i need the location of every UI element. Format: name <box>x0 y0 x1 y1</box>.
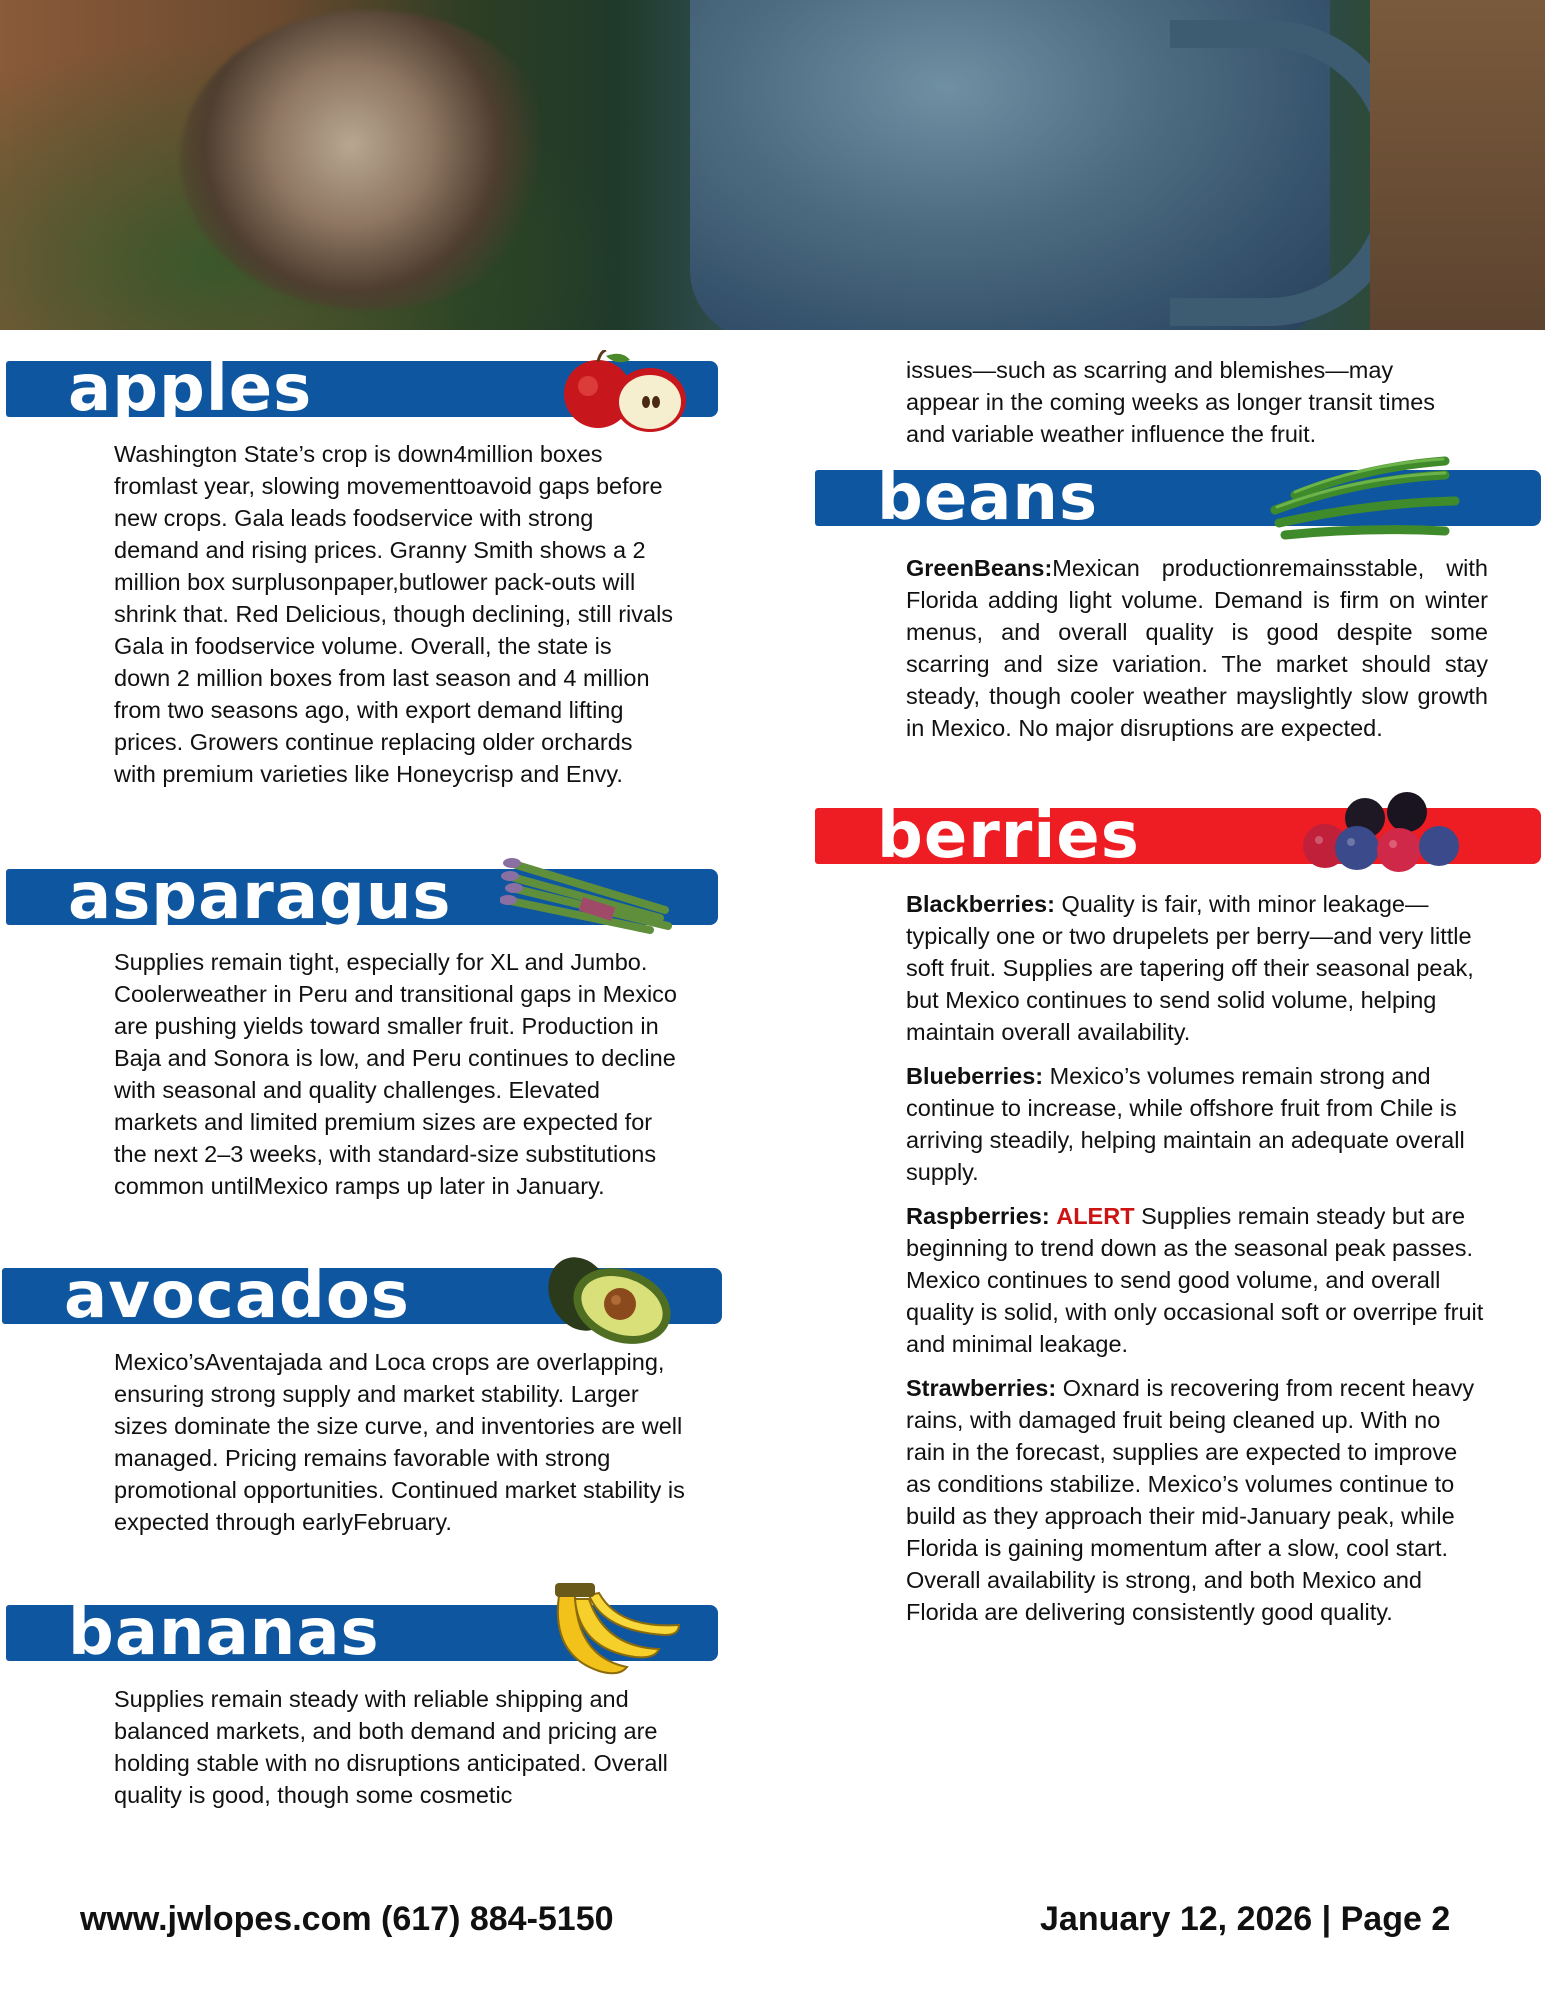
avocados-body: Mexico’sAventajada and Loca crops are overlapping, ensuring strong supply and market stability. Larger sizes dominate the size curve, and inventories are well managed. Pricing remains favorable with strong promotional opportunities. Continued market stability is expected through earlyFebruary. <box>114 1349 685 1535</box>
berries-heading: berries <box>877 799 1140 873</box>
bananas-continued: issues—such as scarring and blemishes—may appear in the coming weeks as longer transit times and variable weather influence the fruit. <box>906 357 1436 447</box>
bananas-text <box>114 1683 704 1823</box>
blackberries-body: Quality is fair, with minor leakage—typically one or two drupelets per berry—and very little soft fruit. Supplies are tapering off their seasonal peak, but Mexico continues to send solid volume, helping maintain overall availability. <box>906 891 1474 1045</box>
beans-heading: beans <box>877 461 1099 535</box>
apple-icon <box>560 350 690 435</box>
berries-text <box>906 888 1484 1640</box>
banana-icon <box>545 1575 685 1680</box>
raspberries-label: Raspberries: <box>906 1203 1050 1229</box>
blueberries-paragraph <box>906 1060 1484 1188</box>
avocados-text <box>114 1346 694 1550</box>
apples-heading: apples <box>68 352 313 426</box>
bananas-body: Supplies remain steady with reliable shipping and balanced markets, and both demand and pricing are holding stable with no disruptions anticipated. Overall quality is good, though some cosmetic <box>114 1686 668 1808</box>
blackberries-label: Blackberries: <box>906 891 1055 917</box>
header-photo <box>0 0 1545 330</box>
asparagus-icon <box>500 848 680 938</box>
blueberries-body: Mexico’s volumes remain strong and continue to increase, while offshore fruit from Chile is arriving steadily, helping maintain an adequate overall supply. <box>906 1063 1465 1185</box>
beans-body: Mexican productionremainsstable, with Florida adding light volume. Demand is firm on winter menus, and overall quality is good despite some scarring and size variation. The market should stay steady, though cooler weather mayslightly slow growth in Mexico. No major disruptions are expected. <box>906 555 1488 741</box>
green-beans-icon <box>1265 455 1465 545</box>
strawberries-paragraph <box>906 1372 1484 1628</box>
asparagus-body: Supplies remain tight, especially for XL and Jumbo. Coolerweather in Peru and transitional gaps in Mexico are pushing yields toward smaller fruit. Production in Baja and Sonora is low, and Peru continues to decline with seasonal and quality challenges. Elevated markets and limited premium sizes are expected for the next 2–3 weeks, with standard-size substitutions common untilMexico ramps up later in January. <box>114 949 678 1199</box>
avocado-icon <box>540 1250 680 1348</box>
blueberries-label: Blueberries: <box>906 1063 1044 1089</box>
beans-label: GreenBeans: <box>906 555 1053 581</box>
asparagus-text <box>114 946 684 1214</box>
beans-paragraph <box>906 552 1488 744</box>
apples-text <box>114 438 674 802</box>
strawberries-body: Oxnard is recovering from recent heavy rains, with damaged fruit being cleaned up. With no rain in the forecast, supplies are expected to improve as conditions stabilize. Mexico’s volumes continue to build as they approach their mid-January peak, while Florida is gaining momentum after a slow, cool start. Overall availability is strong, and both Mexico and Florida are delivering consistently good quality. <box>906 1375 1475 1625</box>
beans-text <box>906 552 1488 756</box>
raspberries-paragraph <box>906 1200 1484 1360</box>
avocados-heading: avocados <box>64 1259 410 1333</box>
apples-body: Washington State’s crop is down4million boxes fromlast year, slowing movementtoavoid gaps before new crops. Gala leads foodservice with strong demand and rising prices. Granny Smith shows a 2 million box surplusonpaper,butlower pack-outs will shrink that. Red Delicious, though declining, still rivals Gala in foodservice volume. Overall, the state is down 2 million boxes from last season and 4 million from two seasons ago, with export demand lifting prices. Growers continue replacing older orchards with premium varieties like Honeycrisp and Envy. <box>114 441 674 787</box>
berries-icon <box>1295 790 1470 880</box>
raspberries-alert: ALERT <box>1056 1203 1135 1229</box>
blackberries-paragraph <box>906 888 1484 1048</box>
asparagus-heading: asparagus <box>68 860 452 934</box>
wood-background <box>1370 0 1545 330</box>
bananas-heading: bananas <box>68 1596 380 1670</box>
strawberries-label: Strawberries: <box>906 1375 1057 1401</box>
raspberries-body: Supplies remain steady but are beginning to trend down as the seasonal peak passes. Mexico continues to send good volume, and overall quality is solid, with only occasional soft or overripe fruit and minimal leakage. <box>906 1203 1484 1357</box>
footer-date-page: January 12, 2026 | Page 2 <box>1040 1900 1451 1938</box>
bananas-continued-text <box>906 354 1466 462</box>
footer-contact: www.jwlopes.com (617) 884-5150 <box>80 1900 614 1938</box>
pinecone <box>180 10 560 310</box>
